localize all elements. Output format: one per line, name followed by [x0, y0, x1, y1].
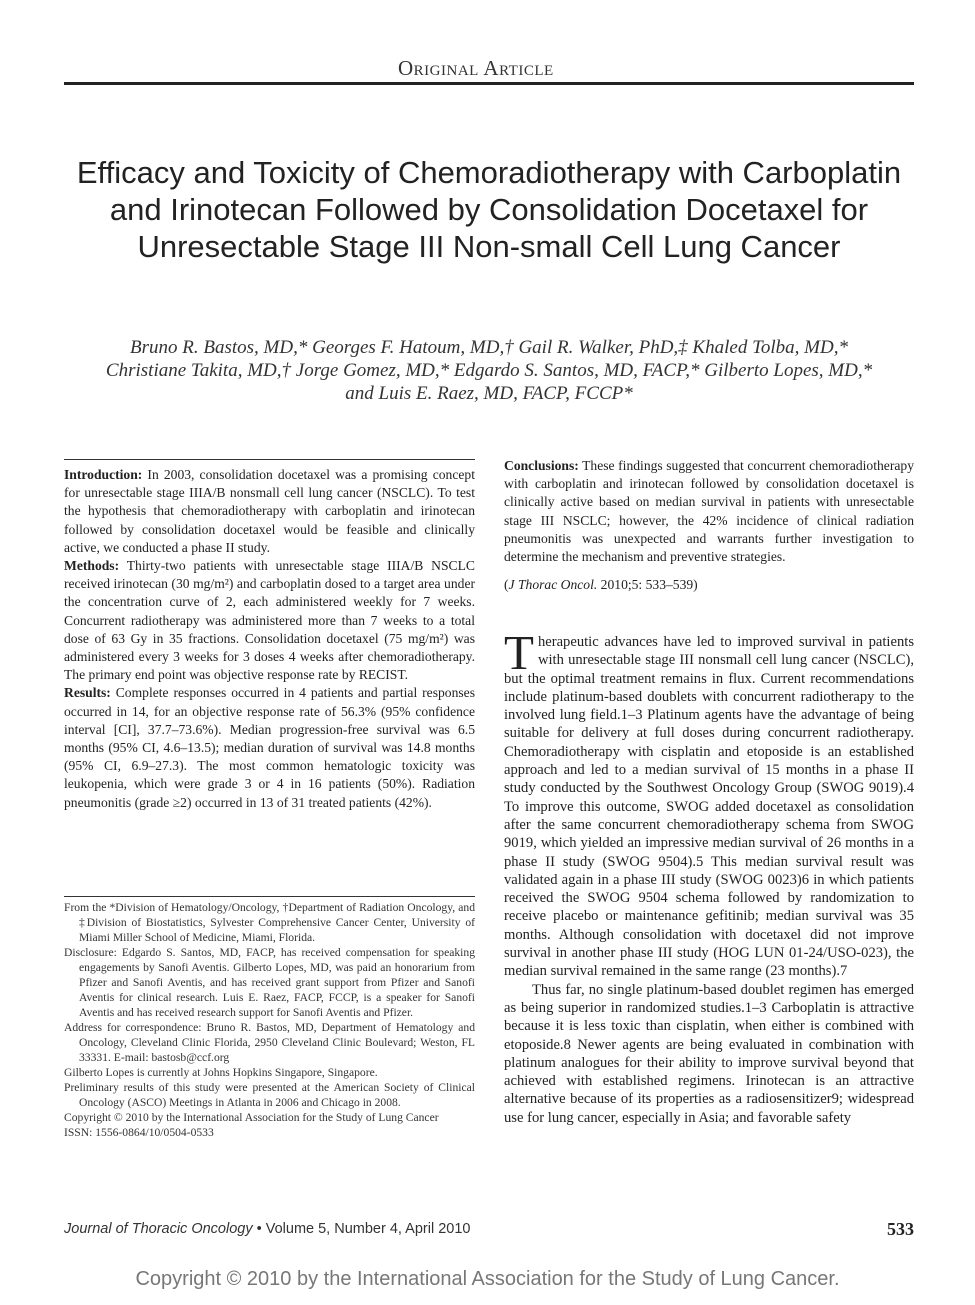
body-paragraph: Thus far, no single platinum-based doublet regimen has emerged as being superior in randomized studies.1–3 Carboplatin is attractive because it is less toxic than cisplatin, when either is combined with etoposide.8 Newer agents are being evaluated in combination with platinum analogues for their ability to improve survival beyond that achieved with established regimens. Irinotecan is an attractive alternative because of its properties as a radiosensitizer9; widespread use for lung cancer, especially in Asia; and favorable safety [504, 981, 914, 1126]
drop-cap: T [504, 625, 534, 680]
author-line: and Luis E. Raez, MD, FACP, FCCP* [345, 383, 633, 404]
body-text [504, 625, 914, 1127]
page-number: 533 [887, 1219, 914, 1239]
footnote-copyright: Copyright © 2010 by the International Association for the Study of Lung Cancer [64, 1111, 439, 1124]
body-paragraph: Therapeutic advances have led to improved survival in patients with unresectable stage III nonsmall cell lung cancer (NSCLC), but the optimal treatment remains in flux. Current recommendations include platinum-based doublets with concurrent radiotherapy to the involved lung field.1–3 Platinum agents have the advantage of being suitable for delivery at full doses during concurrent radiotherapy. Chemoradiotherapy with cisplatin and etoposide is an established approach and led to a median survival of 15 months in a phase II study conducted by the Southwest Oncology Group (SWOG 9019).4 To improve this outcome, SWOG added docetaxel as consolidation after the same concurrent chemoradiotherapy schema from SWOG 9019, which yielded an impressive median survival of 26 months in a phase II study (SWOG 9504).5 This median survival result was validated again in a phase III study (SWOG 0023)6 in which patients received the SWOG 9504 schema followed by randomization to receive placebo or maintenance gefitinib; median survival was 35 months. Although consolidation with docetaxel did not improve survival in another phase III study (HOG LUN 01-24/USO-023), the median survival remained in the same range (23 months).7 [504, 625, 914, 980]
abstract-rule [64, 459, 475, 460]
footnote-correspondence: Address for correspondence: Bruno R. Bastos, MD, Department of Hematology and Oncology, Cleveland Clinic Florida, 2950 Cleveland Clinic Boulevard; Weston, FL 33331. E-mail: bastosb@ccf.org [64, 1021, 475, 1064]
footnote-current-affiliation: Gilberto Lopes is currently at Johns Hopkins Singapore, Singapore. [64, 1066, 378, 1079]
footnote-issn: ISSN: 1556-0864/10/0504-0533 [64, 1126, 214, 1139]
author-line: Bruno R. Bastos, MD,* Georges F. Hatoum, MD,† Gail R. Walker, PhD,‡ Khaled Tolba, MD,* [130, 337, 848, 358]
footnote-disclosure: Disclosure: Edgardo S. Santos, MD, FACP, has received compensation for speaking engagements by Sanofi Aventis. Gilberto Lopes, MD, was paid an honorarium from Pfizer and Sanofi Aventis, and has received grant support from Pfizer and Sanofi Aventis for clinical research. Luis E. Raez, FACP, FCCP, is a speaker for Sanofi Aventis and has received research support for Sanofi Aventis and Pfizer. [64, 946, 475, 1019]
header-rule [64, 82, 914, 85]
author-list [64, 336, 914, 405]
author-line: Christiane Takita, MD,† Jorge Gomez, MD,* Edgardo S. Santos, MD, FACP,* Gilberto Lopes, MD,* [105, 360, 873, 381]
copyright-banner: Copyright © 2010 by the International Association for the Study of Lung Cancer. [135, 1268, 840, 1290]
abstract-left-column [64, 466, 475, 812]
abstract-citation: (J Thorac Oncol. 2010;5: 533–539) [504, 577, 698, 593]
section-label: Original Article [398, 56, 554, 80]
abstract-introduction: Introduction: In 2003, consolidation docetaxel was a promising concept for unresectable stage IIIA/B nonsmall cell lung cancer (NSCLC). To test the hypothesis that chemoradiotherapy with carboplatin and irinotecan followed by consolidation docetaxel would be feasible and clinically active, we conducted a phase II study. [64, 467, 475, 555]
footnote-rule [64, 896, 475, 897]
article-title: Efficacy and Toxicity of Chemoradiotherapy with Carboplatin and Irinotecan Followed by Consolidation Docetaxel for Unresectable Stage III Non-small Cell Lung Cancer [76, 155, 902, 264]
abstract-methods: Methods: Thirty-two patients with unresectable stage IIIA/B NSCLC received irinotecan (30 mg/m²) and carboplatin dosed to a target area under the concentration curve of 2, each administered weekly for 7 weeks. Concurrent radiotherapy was administered more than 7 weeks to a total dose of 63 Gy in 35 fractions. Consolidation docetaxel (75 mg/m²) was administered every 3 weeks for 3 doses 4 weeks after chemoradiotherapy. The primary end point was objective response rate by RECIST. [64, 558, 475, 683]
footnote-affiliations: From the *Division of Hematology/Oncology, †Department of Radiation Oncology, and ‡Division of Biostatistics, Sylvester Comprehensive Cancer Center, University of Miami Miller School of Medicine, Miami, Florida. [64, 901, 475, 944]
abstract-results: Results: Complete responses occurred in 4 patients and partial responses occurred in 14, for an objective response rate of 56.3% (95% confidence interval [CI], 37.7–73.6%). Median progression-free survival was 6.5 months (95% CI, 4.6–13.5); median duration of survival was 14.8 months (95% CI, 6.9–27.3). The most common hematologic toxicity was leukopenia, which were grade 3 or 4 in 16 patients (50%). Radiation pneumonitis (grade ≥2) occurred in 13 of 31 treated patients (42%). [64, 685, 475, 810]
abstract-conclusions: Conclusions: These findings suggested that concurrent chemoradiotherapy with carboplatin and irinotecan followed by consolidation docetaxel is clinically active based on median survival in patients with unresectable stage III NSCLC; however, the 42% incidence of clinical radiation pneumonitis was unexpected and warrants further investigation to determine the mechanism and preventive strategies. [504, 458, 914, 565]
footnote-presentation: Preliminary results of this study were presented at the American Society of Clinical Oncology (ASCO) Meetings in Atlanta in 2006 and Chicago in 2008. [64, 1081, 475, 1109]
abstract-right-column [504, 457, 914, 594]
footer-journal-info: Journal of Thoracic Oncology • Volume 5, Number 4, April 2010 [64, 1221, 471, 1237]
footnotes [64, 900, 475, 1140]
